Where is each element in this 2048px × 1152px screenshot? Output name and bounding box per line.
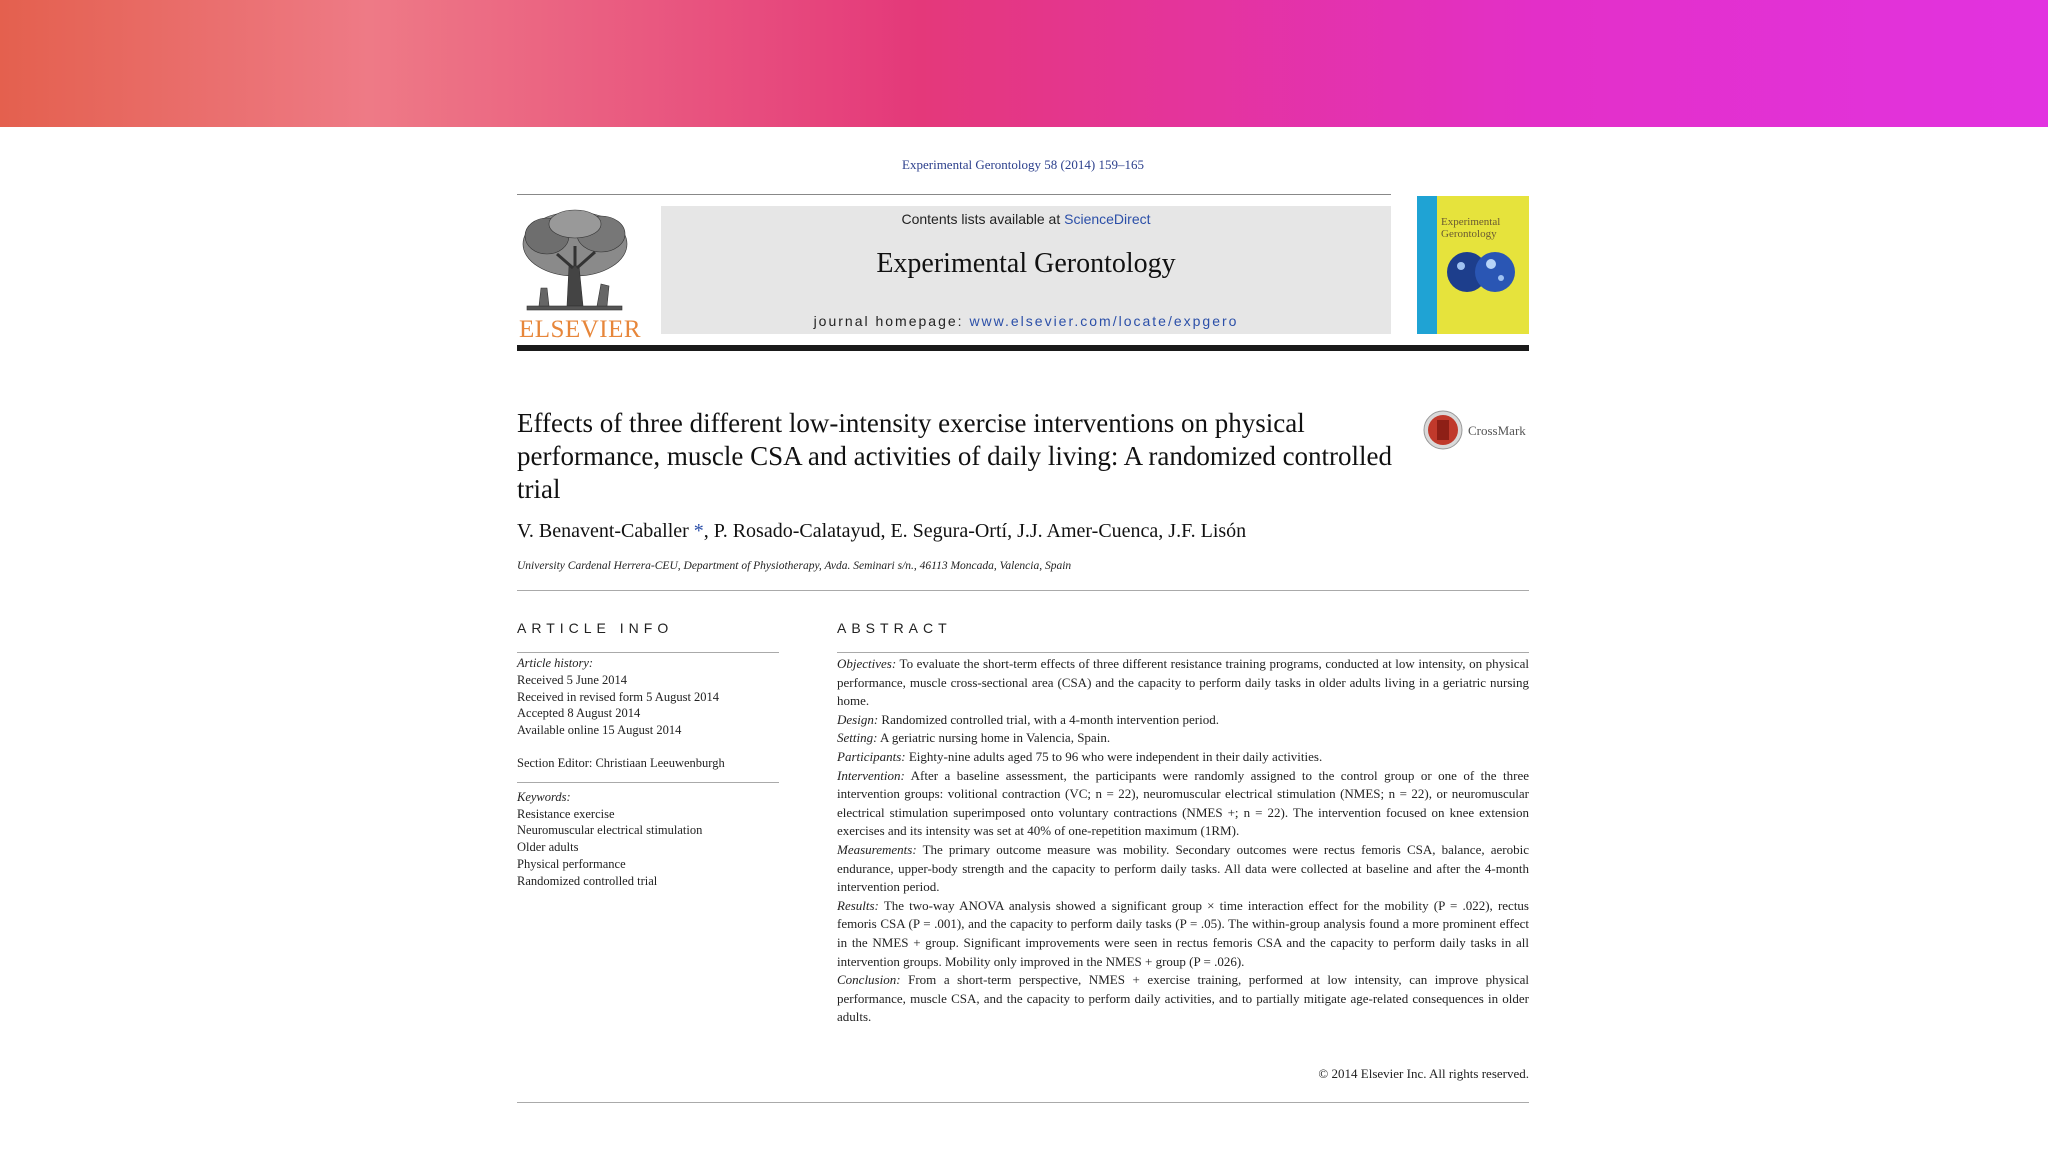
spacer: [517, 772, 777, 778]
abstract-label: Measurements:: [837, 841, 917, 857]
elsevier-wordmark: ELSEVIER: [519, 316, 642, 343]
abstract-paragraph: [837, 897, 1529, 971]
abstract-text: The two-way ANOVA analysis showed a significant group × time interaction effect for the mobility (P = .022), rectus femoris CSA (P = .001), and the capacity to perform daily tasks (P = .05). The within-group analysis found a more prominent effect in the NMES + group. Significant improvements were seen in rectus femoris CSA and the capacity to perform daily tasks in all intervention groups. Mobility only improved in the NMES + group (P = .026).: [837, 897, 1529, 969]
article-info-panel: [517, 655, 777, 890]
cover-title: Experimental Gerontology: [1441, 216, 1501, 240]
spacer: [517, 739, 777, 755]
cover-cells-icon: [1441, 248, 1521, 296]
section-editor: Section Editor: Christiaan Leeuwenburgh: [517, 755, 725, 770]
history-item: Received in revised form 5 August 2014: [517, 689, 720, 704]
elsevier-logo: [517, 206, 642, 343]
keyword-item[interactable]: Physical performance: [517, 856, 626, 871]
sciencedirect-link[interactable]: ScienceDirect: [1064, 211, 1151, 227]
journal-title: Experimental Gerontology: [876, 248, 1176, 279]
crossmark-badge[interactable]: [1423, 410, 1533, 450]
homepage-link[interactable]: www.elsevier.com/locate/expgero: [969, 313, 1239, 329]
abstract-body: [837, 655, 1529, 1027]
abstract-paragraph: [837, 841, 1529, 897]
contents-availability: [661, 211, 1391, 227]
author-first[interactable]: V. Benavent-Caballer: [517, 520, 689, 542]
keyword-item[interactable]: Resistance exercise: [517, 806, 615, 821]
article-history-label: Article history:: [517, 656, 594, 670]
abstract-text: From a short-term perspective, NMES + exercise training, performed at low intensity, can improve physical performance, muscle CSA, and the capacity to perform daily activities, and to partially mitigate age-related consequences in older adults.: [837, 972, 1529, 1025]
keyword-item[interactable]: Neuromuscular electrical stimulation: [517, 823, 703, 838]
elsevier-tree-icon: [517, 206, 632, 314]
corresponding-author-star[interactable]: *: [693, 520, 704, 542]
history-item: Accepted 8 August 2014: [517, 706, 641, 721]
abstract-label: Conclusion:: [837, 972, 901, 988]
abstract-text: A geriatric nursing home in Valencia, Spain.: [877, 730, 1111, 746]
abstract-paragraph: [837, 711, 1529, 730]
abstract-label: Participants:: [837, 748, 906, 764]
crossmark-label: CrossMark: [1468, 423, 1526, 438]
abstract-label: Setting:: [837, 730, 878, 746]
article-info-rule: [517, 652, 779, 653]
abstract-paragraph: [837, 767, 1529, 841]
abstract-paragraph: [837, 971, 1529, 1027]
abstract-text: Randomized controlled trial, with a 4-month intervention period.: [878, 711, 1219, 727]
author-list: [517, 520, 1246, 543]
keywords-label: Keywords:: [517, 789, 571, 804]
bottom-rule: [517, 1102, 1529, 1103]
keyword-item[interactable]: Older adults: [517, 840, 579, 855]
abstract-paragraph: [837, 655, 1529, 711]
abstract-text: To evaluate the short-term effects of three different resistance training programs, conducted at low intensity, on physical performance, muscle cross-sectional area (CSA) and the capacity to perform daily tasks in older adults living in a geriatric nursing home.: [837, 656, 1529, 709]
history-item: Available online 15 August 2014: [517, 723, 682, 738]
abstract-text: The primary outcome measure was mobility. Secondary outcomes were rectus femoris CSA, balance, aerobic endurance, upper-body strength and the capacity to perform daily tasks. All data were collected at baseline and after the 4-month intervention period.: [837, 841, 1529, 895]
abstract-paragraph: [837, 729, 1529, 748]
keyword-item[interactable]: Randomized controlled trial: [517, 873, 658, 888]
author-affiliation: University Cardenal Herrera-CEU, Department of Physiotherapy, Avda. Seminari s/n., 46113 Moncada, Valencia, Spain: [517, 560, 1072, 572]
keywords-rule: [517, 782, 779, 783]
abstract-text: Eighty-nine adults aged 75 to 96 who were independent in their daily activities.: [905, 748, 1323, 764]
journal-homepage: [661, 313, 1391, 329]
abstract-label: Design:: [837, 711, 879, 727]
journal-header: [517, 194, 1529, 353]
paper-page: [517, 150, 1529, 1081]
history-item: Received 5 June 2014: [517, 672, 628, 687]
header-top-rule: [517, 194, 1391, 195]
crossmark-icon: [1423, 410, 1463, 450]
journal-contents-box: [661, 206, 1391, 334]
author-others: , P. Rosado-Calatayud, E. Segura-Ortí, J.J. Amer-Cuenca, J.F. Lisón: [703, 520, 1247, 542]
abstract-label: Objectives:: [837, 656, 897, 671]
homepage-prefix: journal homepage:: [813, 313, 970, 329]
copyright-notice: © 2014 Elsevier Inc. All rights reserved.: [1318, 1066, 1529, 1081]
abstract-paragraph: [837, 748, 1529, 767]
header-thick-rule: [517, 345, 1529, 351]
cover-blue-strip: [1417, 196, 1437, 334]
top-gradient-banner: [0, 0, 2048, 127]
abstract-text: After a baseline assessment, the participants were randomly assigned to the control group or one of the three intervention groups: volitional contraction (VC; n = 22), neuromuscular electrical stimulation (NMES; n = 22), or neuromuscular electrical stimulation superimposed onto voluntary contractions (NMES +; n = 22). The intervention focused on knee extension exercises and its intensity was set at 40% of one-repetition maximum (1RM).: [837, 767, 1529, 839]
abstract-label: Intervention:: [837, 767, 905, 783]
journal-cover-thumbnail[interactable]: [1417, 196, 1529, 334]
article-title: Effects of three different low-intensity exercise interventions on physical performance, muscle CSA and activities of daily living: A randomized controlled trial: [517, 408, 1393, 504]
abstract-rule: [837, 652, 1529, 653]
abstract-heading: ABSTRACT: [837, 620, 952, 636]
contents-prefix: Contents lists available at: [901, 211, 1065, 227]
article-info-heading: ARTICLE INFO: [517, 620, 674, 636]
title-section-rule: [517, 590, 1529, 591]
abstract-label: Results:: [837, 897, 879, 913]
journal-citation-link[interactable]: Experimental Gerontology 58 (2014) 159–165: [902, 157, 1144, 172]
